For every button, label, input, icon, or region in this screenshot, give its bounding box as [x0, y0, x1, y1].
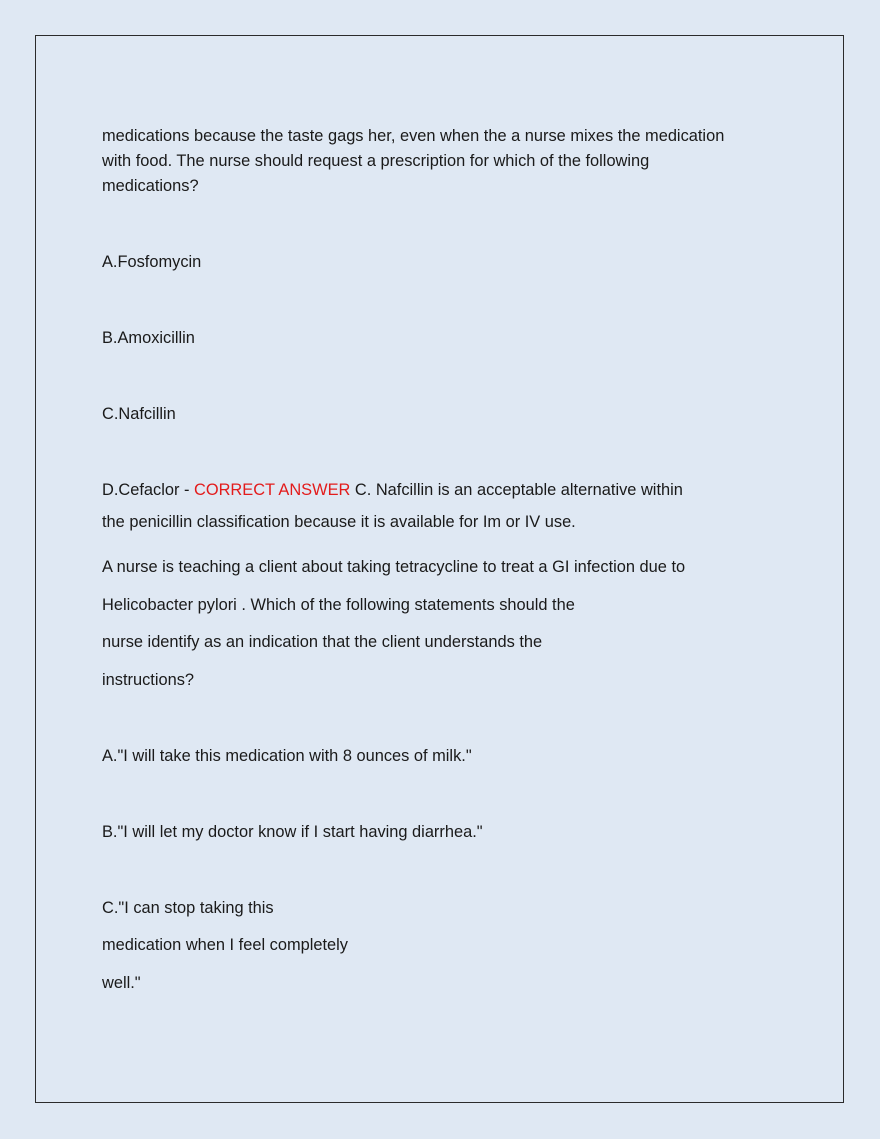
q2-stem-line-1: A nurse is teaching a client about taking tetracycline to treat a GI infection due to — [102, 558, 686, 576]
correct-answer-label: CORRECT ANSWER — [194, 481, 351, 499]
q1-stem-line-2: with food. The nurse should request a prescription for which of the following — [102, 152, 650, 170]
q1-stem-line-3: medications? — [102, 177, 199, 195]
q2-option-c-line-1: C."I can stop taking this — [102, 899, 274, 917]
q2-option-c-line-3: well." — [102, 974, 141, 992]
q1-option-d-line — [102, 480, 683, 500]
q2-stem-line-4: instructions? — [102, 671, 195, 689]
q1-stem-line-1: medications because the taste gags her, even when the a nurse mixes the medication — [102, 127, 725, 145]
q2-stem-line-3: nurse identify as an indication that the client understands the — [102, 633, 543, 651]
q1-answer-explanation: C. Nafcillin is an acceptable alternative within — [350, 481, 683, 499]
q1-answer-explanation-cont: the penicillin classification because it is available for Im or IV use. — [102, 513, 576, 531]
q1-option-d: D.Cefaclor - — [102, 481, 194, 499]
q2-option-b: B."I will let my doctor know if I start having diarrhea." — [102, 823, 483, 841]
q2-option-a: A."I will take this medication with 8 ounces of milk." — [102, 747, 472, 765]
q1-option-b: B.Amoxicillin — [102, 329, 195, 347]
q1-option-c: C.Nafcillin — [102, 405, 176, 423]
q1-option-a: A.Fosfomycin — [102, 253, 202, 271]
q2-option-c-line-2: medication when I feel completely — [102, 936, 348, 954]
q2-stem-line-2: Helicobacter pylori . Which of the following statements should the — [102, 596, 575, 614]
